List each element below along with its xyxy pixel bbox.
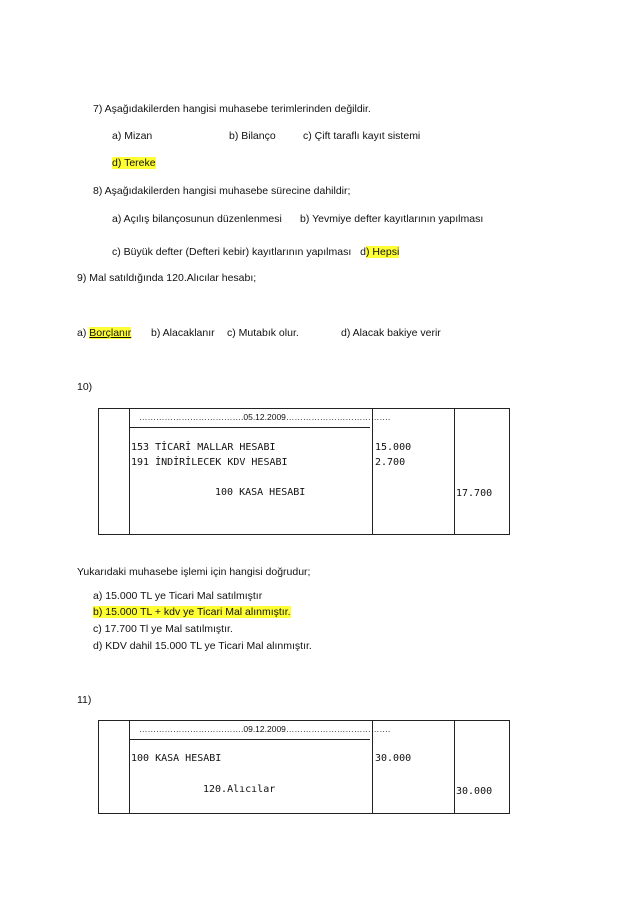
- q11-credit-amount-1: 30.000: [456, 786, 493, 797]
- q7-option-c: c) Çift taraflı kayıt sistemi: [303, 130, 421, 142]
- q8-question: 8) Aşağıdakilerden hangisi muhasebe sürecine dahildir;: [93, 185, 351, 197]
- q8-option-c-line: [112, 246, 399, 258]
- q10-col-divider-3: [454, 409, 455, 534]
- q9-option-a: Borçlanır: [89, 327, 132, 339]
- q9-option-c: c) Mutabık olur.: [227, 327, 299, 339]
- q10-credit-amount-1: 17.700: [456, 488, 493, 499]
- q11-date-underline: [129, 739, 370, 740]
- q9-option-a-prefix: a): [77, 327, 90, 339]
- q7-option-b: b) Bilanço: [229, 130, 276, 142]
- q11-col-divider-3: [454, 721, 455, 813]
- q11-credit-account-1: 120.Alıcılar: [203, 784, 276, 795]
- q9-option-b: b) Alacaklanır: [151, 327, 215, 339]
- q11-col-divider-2: [372, 721, 373, 813]
- q10-option-d: d) KDV dahil 15.000 TL ye Ticari Mal alınmıştır.: [93, 640, 312, 652]
- q8-option-c: c) Büyük defter (Defteri kebir) kayıtlarının yapılması: [112, 246, 352, 258]
- q10-date-line: ……………………………….05.12.2009……………………………….: [139, 412, 391, 422]
- q8-option-d-prefix: d: [360, 246, 367, 258]
- q8-option-a: a) Açılış bilançosunun düzenlenmesi: [112, 213, 282, 225]
- q10-journal-table: [98, 408, 510, 535]
- q10-debit-amount-2: 2.700: [375, 457, 406, 468]
- q11-date-line: ……………………………….09.12.2009……………………………….: [139, 724, 391, 734]
- q10-option-c: c) 17.700 Tl ye Mal satılmıştır.: [93, 623, 233, 635]
- q7-option-d: d) Tereke: [112, 157, 156, 169]
- q10-debit-amount-1: 15.000: [375, 442, 412, 453]
- q10-option-b: b) 15.000 TL + kdv ye Ticari Mal alınmıştır.: [93, 606, 291, 618]
- q7-question: 7) Aşağıdakilerden hangisi muhasebe terimlerinden değildir.: [93, 103, 371, 115]
- q11-debit-amount-1: 30.000: [375, 753, 412, 764]
- q8-option-d: ) Hepsi: [366, 246, 400, 258]
- q10-question: Yukarıdaki muhasebe işlemi için hangisi doğrudur;: [77, 566, 311, 578]
- q10-debit-account-2: 191 İNDİRİLECEK KDV HESABI: [131, 457, 288, 468]
- q9-question: 9) Mal satıldığında 120.Alıcılar hesabı;: [77, 272, 257, 284]
- q10-col-divider-2: [372, 409, 373, 534]
- q10-number: 10): [77, 381, 93, 393]
- q10-credit-account-1: 100 KASA HESABI: [215, 487, 306, 498]
- q7-option-a: a) Mizan: [112, 130, 153, 142]
- q11-debit-account-1: 100 KASA HESABI: [131, 753, 222, 764]
- q11-journal-table: [98, 720, 510, 814]
- q8-option-b: b) Yevmiye defter kayıtlarının yapılması: [300, 213, 484, 225]
- q10-date-underline: [129, 427, 370, 428]
- q10-debit-account-1: 153 TİCARİ MALLAR HESABI: [131, 442, 276, 453]
- q9-option-a-line: [77, 327, 131, 339]
- q11-col-divider-1: [129, 721, 130, 813]
- q9-option-d: d) Alacak bakiye verir: [341, 327, 441, 339]
- q11-number: 11): [77, 694, 92, 706]
- q10-option-a: a) 15.000 TL ye Ticari Mal satılmıştır: [93, 590, 263, 602]
